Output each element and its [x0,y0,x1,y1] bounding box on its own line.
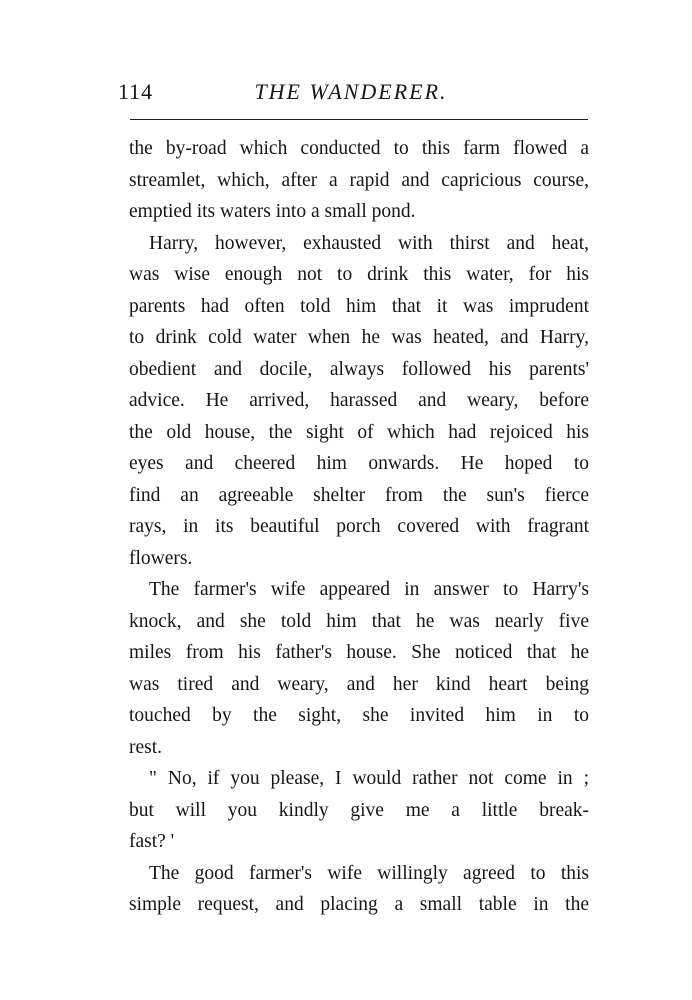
text-line: obedient and docile, always followed his parents' [129,358,589,380]
text-line: rest. [129,736,163,758]
text-line: advice. He arrived, harassed and weary, before [129,390,589,411]
text-line: but will you kindly give me a little break- [129,799,589,821]
text-line: the by-road which conducted to this farm flowed a [129,138,589,159]
paragraph [129,858,589,921]
text-line: the old house, the sight of which had rejoiced his [129,421,589,443]
text-line: was wise enough not to drink this water, for his [129,264,589,285]
text-line: Harry, however, exhausted with thirst and heat, [149,232,589,254]
body-text [129,133,589,921]
text-line: to drink cold water when he was heated, and Harry, [129,327,589,348]
paragraph [129,763,589,858]
text-line: streamlet, which, after a rapid and capricious course, [129,169,589,191]
text-line: The farmer's wife appeared in answer to Harry's [149,579,589,600]
text-line: simple request, and placing a small table in the [129,894,589,915]
running-head [114,76,588,110]
text-line: The good farmer's wife willingly agreed to this [149,862,589,884]
text-line: parents had often told him that it was imprudent [129,295,589,317]
text-line: flowers. [129,547,193,569]
text-line: fast? ' [129,831,175,852]
text-line: " No, if you please, I would rather not come in ; [149,768,589,789]
text-line: find an agreeable shelter from the sun's fierce [129,484,589,506]
running-title: THE WANDERER. [254,79,448,104]
text-line: miles from his father's house. She noticed that he [129,642,589,663]
paragraph [129,133,589,228]
text-line: eyes and cheered him onwards. He hoped to [129,453,589,474]
text-line: was tired and weary, and her kind heart being [129,673,589,695]
text-line: rays, in its beautiful porch covered with fragrant [129,516,589,537]
text-line: touched by the sight, she invited him in to [129,705,589,726]
header-rule [130,119,588,120]
text-line: knock, and she told him that he was nearly five [129,610,589,632]
page-number: 114 [118,79,154,104]
text-line: emptied its waters into a small pond. [129,201,416,222]
paragraph [129,228,589,575]
paragraph [129,574,589,763]
